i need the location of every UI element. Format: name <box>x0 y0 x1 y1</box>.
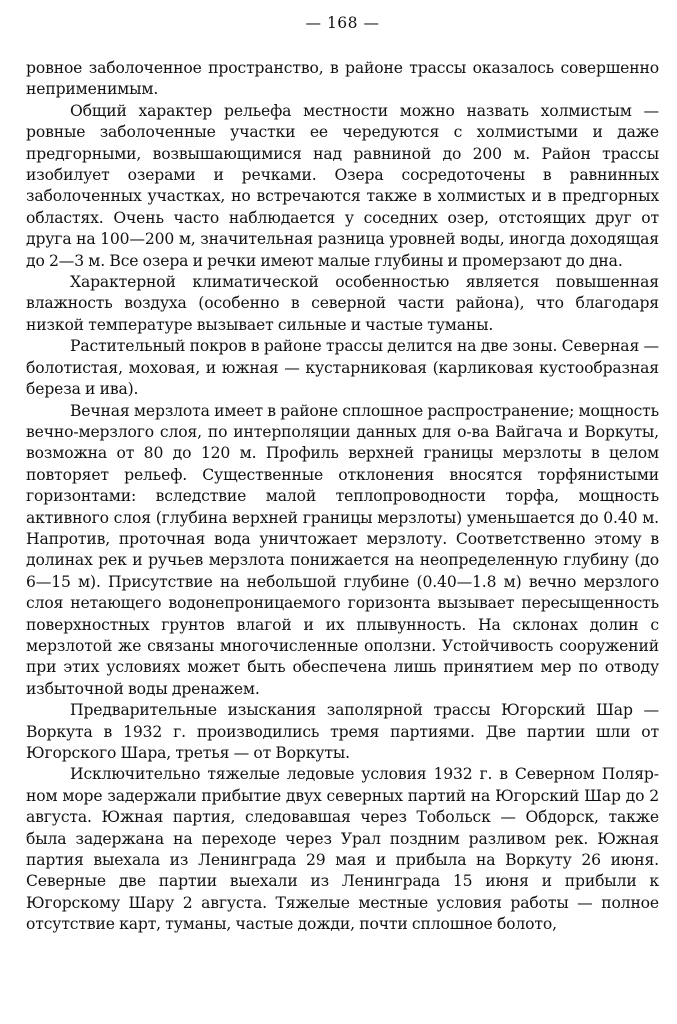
paragraph-5: Вечная мерзлота имеет в районе сплошное распространение; мощность вечно-мерзлого слоя, по интерполяции данных для о-ва Вайгача и Воркуты, возможна от 80 до 120 м. Профиль верхней границы мерзлоты в целом повторяет рельеф. Существенные отклонения вносятся торфянистыми горизонтами: вследствие малой теплопроводности торфа, мощность активного слоя (глубина верхней границы мерзлоты) уменьшается до 0.40 м. Напротив, проточная вода уничтожает мерзлоту. Соответственно этому в долинах рек и ручьев мерзлота понижается на неопределенную глубину (до 6—15 м). Присутствие на небольшой глубине (0.40—1.8 м) вечно мерзлого слоя нетающего водонепроницаемого горизонта вызывает пересыщенность поверхностных грунтов влагой и их плывунность. На склонах долин с мерзлотой же связаны многочисленные оползни. Устойчивость сооружений при этих условиях может быть обеспечена лишь принятием мер по отводу избыточной воды дренажем. <box>26 401 659 698</box>
paragraph-7: Исключительно тяжелые ледовые условия 1932 г. в Северном Полярном море задержали прибытие двух северных партий на Югорский Шар до 2 августа. Южная партия, следовавшая через Тобольск — Обдорск, также была задержана на переходе через Урал поздним разливом рек. Южная партия выехала из Ленинграда 29 мая и прибыла на Воркуту 26 июня. Северные две партии выехали из Ленинграда 15 июня и прибыли к Югорскому Шару 2 августа. Тяжелые местные условия работы — полное отсутствие карт, туманы, частые дожди, почти сплошное болото, <box>26 765 659 934</box>
paragraph-3: Характерной климатической особенностью является повышенная влажность воздуха (особенно в северной части района), что благодаря низкой температуре вызывает сильные и частые туманы. <box>26 273 659 334</box>
paragraph-2: Общий характер рельефа местности можно назвать холмистым — ровные заболоченные участки ее чередуются с холмистыми и даже предгорными, возвышающимися над равниной до 200 м. Район трассы изобилует озерами и речками. Озера сосредоточены в равнинных заболоченных участках, но встречаются также в холмистых и в предгорных областях. Очень часто наблюдается у соседних озер, отстоящих друг от друга на 100—200 м, значительная разница уровней воды, иногда доходящая до 2—3 м. Все озера и речки имеют малые глубины и промерзают до дна. <box>26 101 659 270</box>
paragraph-1: ровное заболоченное пространство, в районе трассы оказалось совершенно неприменимым. <box>26 59 659 99</box>
paragraph-6: Предварительные изыскания заполярной трассы Югорский Шар — Воркута в 1932 г. производились тремя партиями. Две партии шли от Югорского Шара, третья — от Воркуты. <box>26 701 659 762</box>
page-number: — 168 — <box>305 14 380 32</box>
paragraph-4: Растительный покров в районе трассы делится на две зоны. Северная — болотистая, моховая, и южная — кустарниковая (карликовая кустообразная береза и ива). <box>26 337 659 399</box>
